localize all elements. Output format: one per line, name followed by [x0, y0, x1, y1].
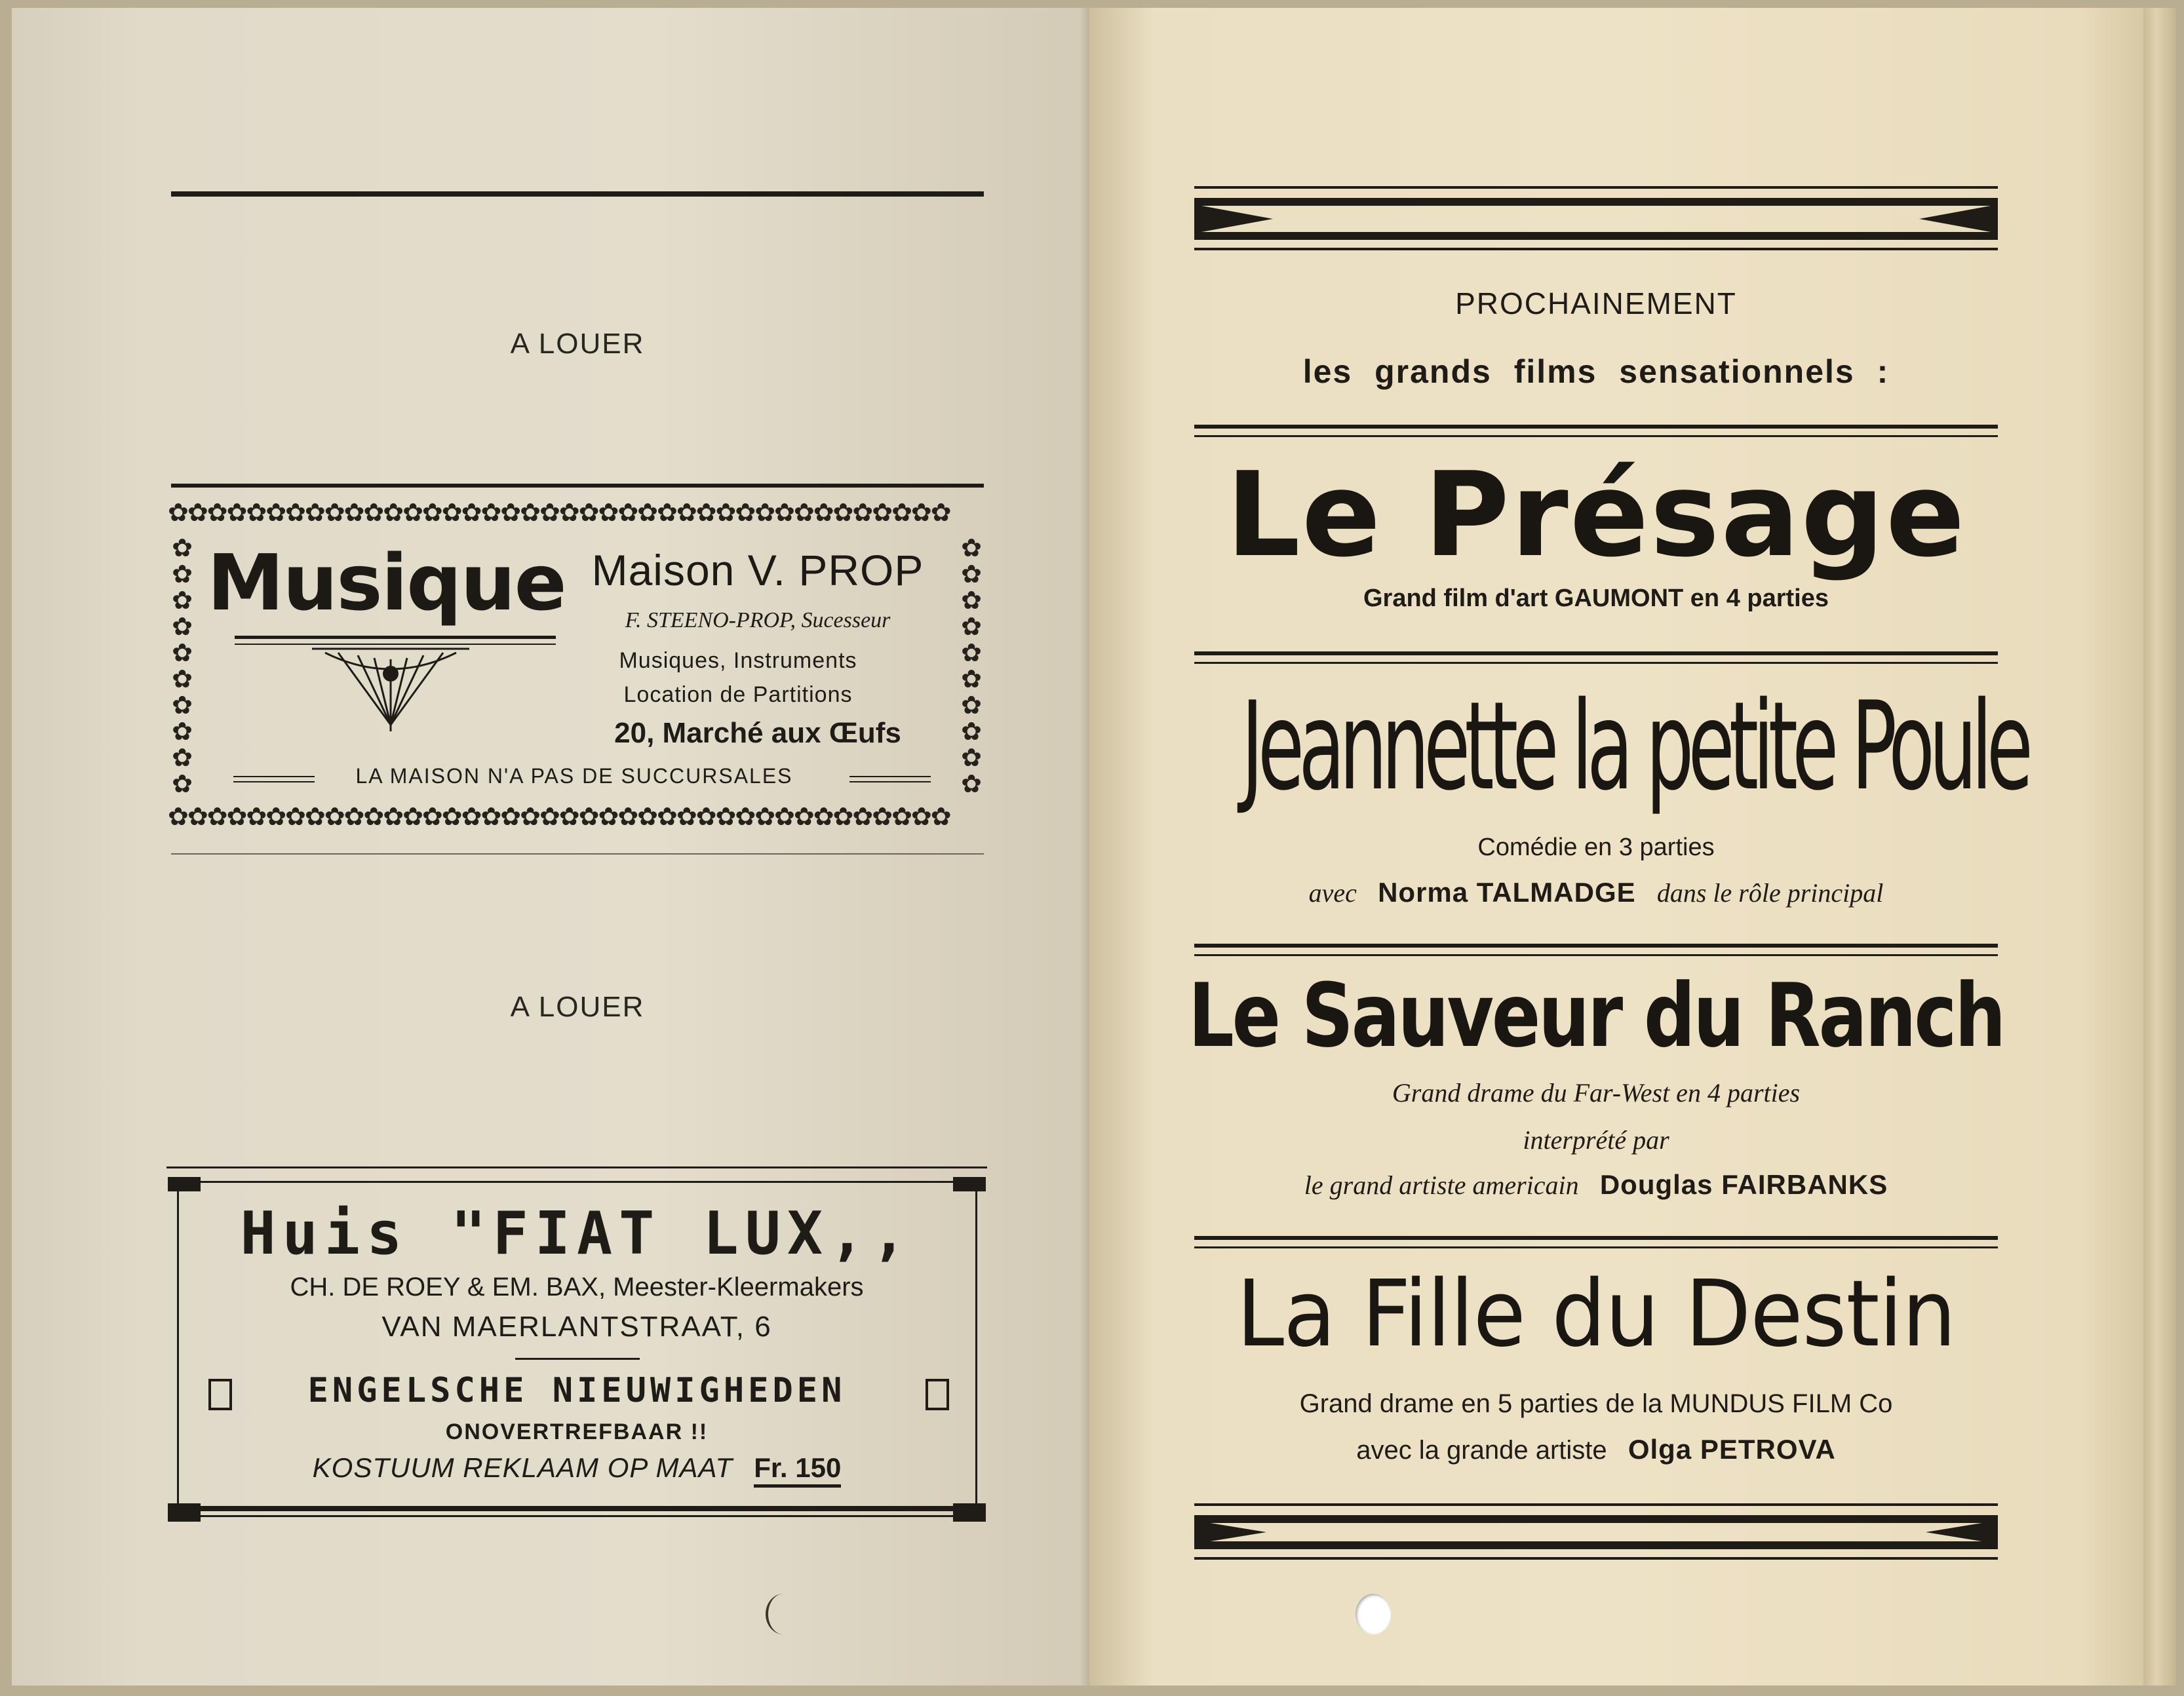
fiat-offer: KOSTUUM REKLAAM OP MAAT	[312, 1452, 733, 1483]
fiat-tagline: ONOVERTREFBAAR !!	[445, 1419, 709, 1444]
a-louer-top: A LOUER	[510, 328, 645, 360]
note-rule-left	[233, 776, 315, 777]
musique-underline-thin	[235, 644, 556, 645]
binding-hole-right	[1355, 1594, 1391, 1634]
fiat-frame-bottom	[168, 1515, 986, 1517]
musique-ad-bottom-rule	[171, 853, 984, 855]
musique-ad-top-rule	[171, 484, 984, 488]
film-title-la-fille-du-destin: La Fille du Destin	[1236, 1261, 1956, 1368]
film-4-actor: Olga PETROVA	[1628, 1434, 1836, 1465]
separator-1b	[1194, 435, 1998, 437]
film-2-genre: Comédie en 3 parties	[1477, 834, 1715, 861]
film-4-cast-line	[1194, 1434, 1998, 1465]
film-3-genre: Grand drame du Far-West en 4 parties	[1392, 1078, 1801, 1108]
bottom-frame-line-1	[1194, 1503, 1998, 1506]
film-3-actor: Douglas FAIRBANKS	[1599, 1169, 1888, 1200]
musique-underline	[235, 636, 556, 639]
bottom-frame-line-4	[1194, 1557, 1998, 1560]
musique-advertisement	[168, 498, 986, 852]
film-2-cast-post: dans le rôle principal	[1656, 878, 1884, 908]
note-rule-right	[849, 776, 931, 777]
fiat-title: Huis "FIAT LUX,,	[240, 1199, 914, 1268]
fiat-offer-line	[168, 1452, 986, 1484]
separator-3b	[1194, 954, 1998, 956]
note-rule-left-2	[233, 781, 315, 782]
fiat-corner-tr	[953, 1177, 986, 1191]
fiat-divider	[515, 1358, 640, 1360]
film-3-cast-pre: le grand artiste americain	[1304, 1170, 1579, 1200]
musique-word: Musique	[207, 537, 566, 628]
top-frame-line-4	[1194, 248, 1998, 250]
right-page	[1089, 8, 2143, 1686]
film-title-le-sauveur-du-ranch: Le Sauveur du Ranch	[1188, 965, 2004, 1067]
film-3-cast-line	[1194, 1169, 1998, 1201]
musique-note: LA MAISON N'A PAS DE SUCCURSALES	[355, 764, 793, 788]
flower-border-right: ✿ ✿ ✿ ✿ ✿ ✿ ✿ ✿ ✿ ✿	[961, 535, 982, 797]
flower-border-top: ✿✿✿✿✿✿✿✿✿✿✿✿✿✿✿✿✿✿✿✿✿✿✿✿✿✿✿✿✿✿✿✿✿✿✿✿✿✿✿✿	[168, 498, 950, 527]
services-line-2: Location de Partitions	[623, 682, 853, 707]
ornament-icon	[312, 646, 469, 731]
film-title-jeannette: Jeannette la petite Poule	[1241, 675, 2028, 817]
separator-4b	[1194, 1246, 1998, 1248]
bottom-frame-swell	[1194, 1520, 1998, 1544]
fiat-inner-bottom	[187, 1506, 966, 1511]
fiat-proprietors: CH. DE ROEY & EM. BAX, Meester-Kleermakers	[290, 1273, 864, 1301]
binding-hole-left	[766, 1594, 801, 1634]
note-rule-right-2	[849, 781, 931, 782]
fiat-street: VAN MAERLANTSTRAAT, 6	[381, 1311, 772, 1343]
a-louer-middle: A LOUER	[510, 991, 645, 1023]
subheading-sensationnels: les grands films sensationnels :	[1302, 353, 1890, 390]
flower-border-left: ✿ ✿ ✿ ✿ ✿ ✿ ✿ ✿ ✿ ✿	[172, 535, 193, 797]
musique-address: 20, Marché aux Œufs	[614, 717, 901, 749]
film-2-actor: Norma TALMADGE	[1378, 877, 1636, 908]
film-4-genre: Grand drame en 5 parties de la MUNDUS FILM Co	[1299, 1389, 1893, 1418]
fiat-news: ENGELSCHE NIEUWIGHEDEN	[307, 1371, 846, 1410]
separator-2a	[1194, 651, 1998, 655]
flower-border-bottom: ✿✿✿✿✿✿✿✿✿✿✿✿✿✿✿✿✿✿✿✿✿✿✿✿✿✿✿✿✿✿✿✿✿✿✿✿✿✿✿✿	[168, 802, 950, 831]
fiat-news-mark-right	[926, 1379, 949, 1410]
heading-prochainement: PROCHAINEMENT	[1455, 286, 1737, 320]
services-line-1: Musiques, Instruments	[619, 648, 857, 673]
fiat-lux-advertisement	[168, 1168, 986, 1530]
top-frame-swell	[1194, 204, 1998, 233]
film-1-subtitle: Grand film d'art GAUMONT en 4 parties	[1363, 585, 1829, 612]
page-edge	[2143, 8, 2176, 1686]
left-page	[12, 8, 1089, 1686]
top-rule	[171, 191, 984, 197]
separator-2b	[1194, 662, 1998, 664]
film-4-cast-pre: avec la grande artiste	[1356, 1436, 1607, 1465]
top-frame-line-1	[1194, 186, 1998, 189]
film-3-interprete: interprété par	[1523, 1125, 1669, 1155]
film-2-cast-line	[1194, 877, 1998, 908]
separator-4a	[1194, 1236, 1998, 1240]
fiat-corner-tl	[168, 1177, 201, 1191]
fiat-frame-top	[168, 1181, 986, 1183]
film-title-le-presage: Le Présage	[1226, 447, 1966, 583]
fiat-price: Fr. 150	[754, 1452, 841, 1488]
successor-line: F. STEENO-PROP, Sucesseur	[625, 608, 891, 632]
separator-1a	[1194, 425, 1998, 429]
maison-name: Maison V. PROP	[591, 546, 924, 594]
separator-3a	[1194, 944, 1998, 948]
film-2-cast-pre: avec	[1308, 878, 1357, 908]
